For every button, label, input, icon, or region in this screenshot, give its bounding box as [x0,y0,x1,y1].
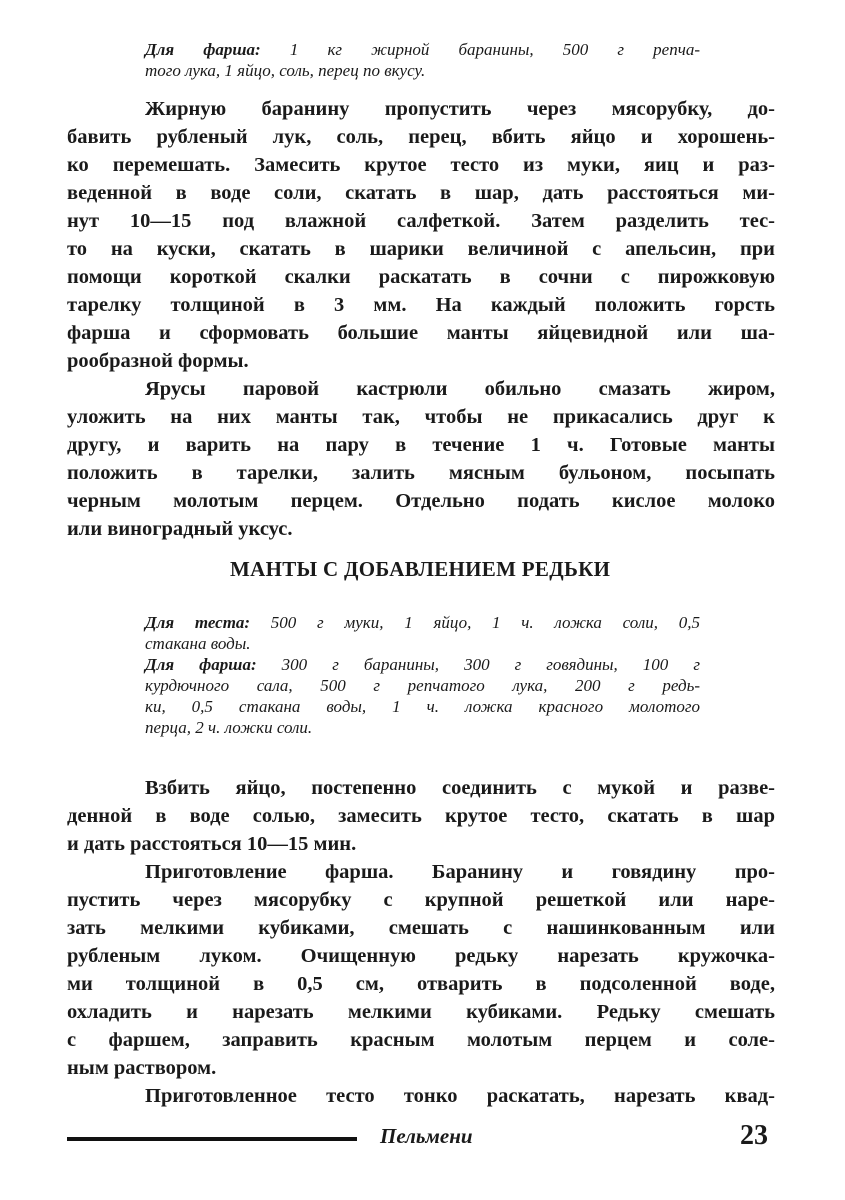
recipe2-filling-line-1 [145,655,700,675]
recipe2-filling-label: Для фарша: [145,655,257,674]
recipe2-dough-line-2: стакана воды. [145,634,251,653]
paragraph-line: пустить через мясорубку с крупной решеткой или наре- [67,889,775,911]
paragraph-line: Приготовленное тесто тонко раскатать, нарезать квад- [145,1085,775,1107]
paragraph-line: зать мелкими кубиками, смешать с нашинкованным или [67,917,775,939]
recipe1-filling-line-1 [145,40,700,60]
recipe-title: МАНТЫ С ДОБАВЛЕНИЕМ РЕДЬКИ [230,557,611,581]
recipe1-filling-line-2: того лука, 1 яйцо, соль, перец по вкусу. [145,61,426,80]
recipe2-filling-line-2: курдючного сала, 500 г репчатого лука, 200 г редь- [145,676,700,695]
paragraph-line: Ярусы паровой кастрюли обильно смазать жиром, [145,378,775,400]
recipe2-filling-line-3: ки, 0,5 стакана воды, 1 ч. ложка красного молотого [145,697,700,716]
paragraph-line: нут 10—15 под влажной салфеткой. Затем разделить тес- [67,210,775,232]
paragraph-line: охладить и нарезать мелкими кубиками. Редьку смешать [67,1001,775,1023]
filling-preparation-label: Приготовление фарша. [145,861,394,883]
paragraph-line: рубленым луком. Очищенную редьку нарезать кружочка- [67,945,775,967]
paragraph-line: ко перемешать. Замесить крутое тесто из муки, яиц и раз- [67,154,775,176]
paragraph-line: Взбить яйцо, постепенно соединить с мукой и разве- [145,777,775,799]
paragraph-line: другу, и варить на пару в течение 1 ч. Готовые манты [67,434,775,456]
paragraph-line: тарелку толщиной в 3 мм. На каждый положить горсть [67,294,775,316]
paragraph-line: рообразной формы. [67,350,249,372]
recipe2-filling-text: 300 г баранины, 300 г говядины, 100 г [256,655,700,674]
recipe2-filling-line-4: перца, 2 ч. ложки соли. [145,718,313,737]
paragraph-line: или виноградный уксус. [67,518,293,540]
paragraph-line: бавить рубленый лук, соль, перец, вбить яйцо и хорошень- [67,126,775,148]
paragraph-line: фарша и сформовать большие манты яйцевидной или ша- [67,322,775,344]
paragraph-line [67,858,775,886]
paragraph-line: с фаршем, заправить красным молотым перцем и соле- [67,1029,775,1051]
recipe1-filling-label: Для фарша: [145,40,261,59]
paragraph-line: и дать расстояться 10—15 мин. [67,833,357,855]
page-number: 23 [740,1120,768,1151]
paragraph-line: положить в тарелки, залить мясным бульоном, посыпать [67,462,775,484]
paragraph-line: ным раствором. [67,1057,217,1079]
paragraph-line: то на куски, скатать в шарики величиной с апельсин, при [67,238,775,260]
paragraph-text: Баранину и говядину про- [393,861,775,883]
recipe1-filling-text: 1 кг жирной баранины, 500 г репча- [260,40,700,59]
paragraph-line: веденной в воде соли, скатать в шар, дать расстояться ми- [67,182,775,204]
recipe2-dough-label: Для теста: [145,613,251,632]
paragraph-line: Жирную баранину пропустить через мясорубку, до- [145,98,775,120]
paragraph-line: черным молотым перцем. Отдельно подать кислое молоко [67,490,775,512]
recipe2-dough-text: 500 г муки, 1 яйцо, 1 ч. ложка соли, 0,5 [250,613,700,632]
paragraph-line: ми толщиной в 0,5 см, отварить в подсоленной воде, [67,973,775,995]
paragraph-line: помощи короткой скалки раскатать в сочни с пирожковую [67,266,775,288]
footer-rule [67,1137,357,1141]
paragraph-line: денной в воде солью, замесить крутое тесто, скатать в шар [67,805,775,827]
running-footer-title: Пельмени [380,1124,473,1148]
paragraph-line: уложить на них манты так, чтобы не прикасались друг к [67,406,775,428]
recipe2-dough-line-1 [145,613,700,633]
